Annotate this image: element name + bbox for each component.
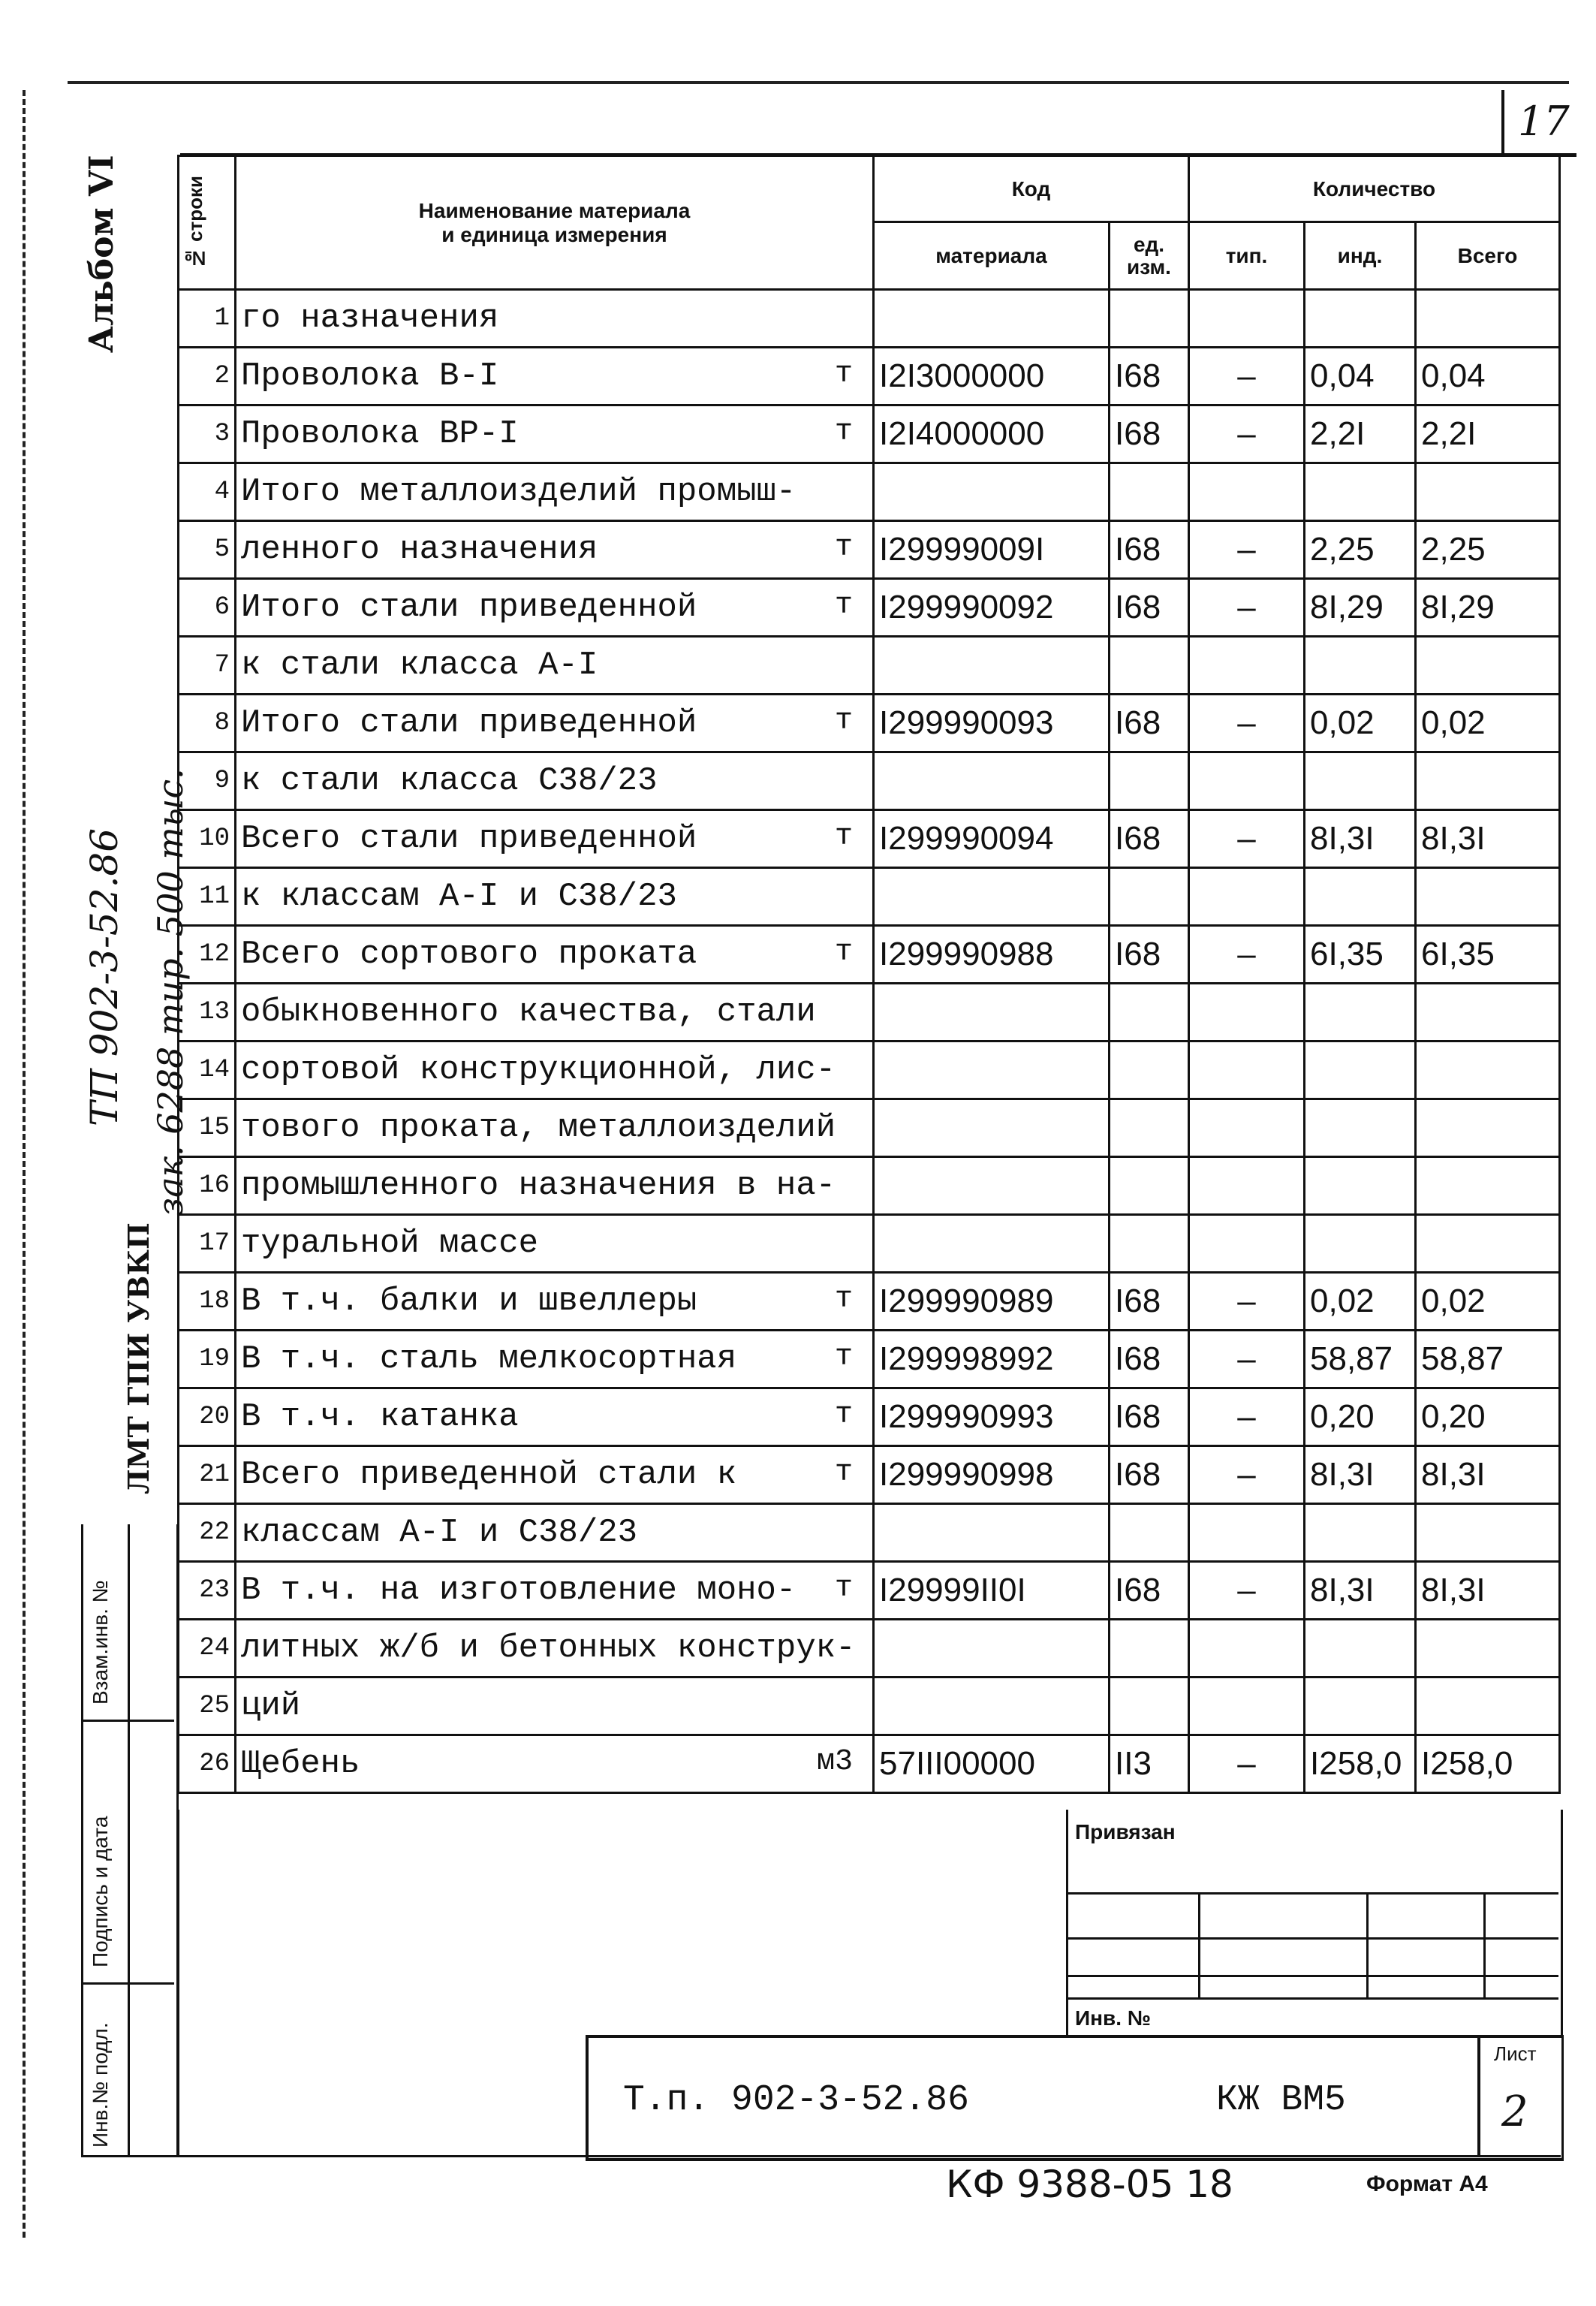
header-code-material: материала xyxy=(874,222,1110,290)
row-number: 10 xyxy=(179,810,236,868)
stamp-podpis-label: Подпись и дата xyxy=(89,1816,112,1967)
row-number: 8 xyxy=(179,695,236,752)
row-number: 17 xyxy=(179,1215,236,1273)
qty-total xyxy=(1416,1099,1560,1157)
privyazan-vline xyxy=(1483,1892,1486,1997)
row-number: 12 xyxy=(179,926,236,984)
privyazan-label: Привязан xyxy=(1075,1820,1176,1843)
material-name-text: В т.ч. на изготовление моно- xyxy=(241,1572,796,1609)
material-unit: т xyxy=(834,589,853,622)
qty-typ xyxy=(1189,1620,1305,1678)
qty-typ xyxy=(1189,637,1305,695)
qty-ind: 0,02 xyxy=(1305,695,1416,752)
unit-code: II3 xyxy=(1110,1735,1189,1793)
unit-code xyxy=(1110,984,1189,1041)
material-code xyxy=(874,868,1110,926)
material-name xyxy=(236,463,874,521)
footer-format: Формат А4 xyxy=(1366,2172,1488,2196)
qty-ind xyxy=(1305,984,1416,1041)
unit-code xyxy=(1110,1504,1189,1562)
document-sheet-mark: КЖ ВМ5 xyxy=(1216,2080,1346,2121)
unit-code xyxy=(1110,463,1189,521)
qty-ind: 2,25 xyxy=(1305,521,1416,579)
qty-ind xyxy=(1305,1620,1416,1678)
material-name-text: ций xyxy=(241,1687,301,1725)
unit-code: I68 xyxy=(1110,1446,1189,1504)
row-number: 23 xyxy=(179,1562,236,1620)
material-code: I2I4000000 xyxy=(874,405,1110,463)
qty-typ: – xyxy=(1189,810,1305,868)
material-name xyxy=(236,810,874,868)
table-row xyxy=(179,290,1560,348)
table-row xyxy=(179,1678,1560,1735)
material-name-text: классам А-I и С38/23 xyxy=(241,1514,638,1551)
table-body xyxy=(179,290,1560,1793)
material-name xyxy=(236,752,874,810)
material-unit: т xyxy=(834,1398,853,1432)
material-name xyxy=(236,1446,874,1504)
qty-typ xyxy=(1189,1157,1305,1215)
privyazan-line xyxy=(1066,1997,1558,2000)
material-code xyxy=(874,1041,1110,1099)
table-row xyxy=(179,1041,1560,1099)
unit-code xyxy=(1110,1099,1189,1157)
qty-total xyxy=(1416,752,1560,810)
unit-code xyxy=(1110,1678,1189,1735)
qty-total: 8I,3I xyxy=(1416,1562,1560,1620)
material-code: I2I3000000 xyxy=(874,348,1110,405)
unit-code: I68 xyxy=(1110,579,1189,637)
material-unit: т xyxy=(834,1456,853,1490)
qty-total xyxy=(1416,1041,1560,1099)
table-row xyxy=(179,810,1560,868)
qty-typ: – xyxy=(1189,1735,1305,1793)
qty-typ: – xyxy=(1189,348,1305,405)
table-row xyxy=(179,1620,1560,1678)
qty-total xyxy=(1416,1678,1560,1735)
unit-code: I68 xyxy=(1110,1562,1189,1620)
qty-typ xyxy=(1189,1678,1305,1735)
qty-typ xyxy=(1189,752,1305,810)
qty-typ: – xyxy=(1189,1388,1305,1446)
material-code: I299990092 xyxy=(874,579,1110,637)
table-row xyxy=(179,1388,1560,1446)
header-qty-total: Всего xyxy=(1416,222,1560,290)
material-name xyxy=(236,579,874,637)
frame-left-line xyxy=(23,90,26,2238)
row-number: 18 xyxy=(179,1273,236,1331)
material-unit: т xyxy=(834,531,853,565)
qty-typ: – xyxy=(1189,1562,1305,1620)
material-code: I29999II0I xyxy=(874,1562,1110,1620)
qty-ind xyxy=(1305,637,1416,695)
qty-total xyxy=(1416,984,1560,1041)
qty-typ: – xyxy=(1189,579,1305,637)
unit-code: I68 xyxy=(1110,405,1189,463)
qty-total: I258,0 xyxy=(1416,1735,1560,1793)
qty-ind xyxy=(1305,1099,1416,1157)
qty-typ xyxy=(1189,463,1305,521)
qty-typ xyxy=(1189,1041,1305,1099)
row-number: 6 xyxy=(179,579,236,637)
qty-ind: 0,20 xyxy=(1305,1388,1416,1446)
material-name-text: Итого стали приведенной xyxy=(241,704,697,742)
unit-code: I68 xyxy=(1110,1388,1189,1446)
table-row xyxy=(179,579,1560,637)
row-number: 9 xyxy=(179,752,236,810)
table-row xyxy=(179,1562,1560,1620)
material-unit: т xyxy=(834,936,853,969)
material-code xyxy=(874,1504,1110,1562)
material-unit: т xyxy=(834,1572,853,1605)
material-code xyxy=(874,1157,1110,1215)
qty-total xyxy=(1416,868,1560,926)
qty-ind xyxy=(1305,752,1416,810)
table-row xyxy=(179,1215,1560,1273)
row-number: 24 xyxy=(179,1620,236,1678)
row-number: 14 xyxy=(179,1041,236,1099)
qty-total: 2,2I xyxy=(1416,405,1560,463)
material-code xyxy=(874,984,1110,1041)
material-unit: м3 xyxy=(816,1745,853,1779)
header-code-unit: ед. изм. xyxy=(1110,222,1189,290)
material-name xyxy=(236,1620,874,1678)
unit-code: I68 xyxy=(1110,695,1189,752)
material-name-text: В т.ч. балки и швеллеры xyxy=(241,1283,697,1320)
unit-code xyxy=(1110,290,1189,348)
header-code-group: Код xyxy=(874,156,1189,222)
material-code xyxy=(874,1099,1110,1157)
qty-typ: – xyxy=(1189,1273,1305,1331)
material-name xyxy=(236,1099,874,1157)
header-qty-ind: инд. xyxy=(1305,222,1416,290)
qty-total: 8I,3I xyxy=(1416,810,1560,868)
row-number: 3 xyxy=(179,405,236,463)
material-name-text: Проволока В-I xyxy=(241,357,499,395)
institute-label: ЛМТ ГПИ УВКП xyxy=(122,1222,155,1494)
material-name xyxy=(236,521,874,579)
row-number: 1 xyxy=(179,290,236,348)
stamp-vzam-label: Взам.инв. № xyxy=(89,1580,112,1705)
qty-typ: – xyxy=(1189,405,1305,463)
row-number: 15 xyxy=(179,1099,236,1157)
table-row xyxy=(179,463,1560,521)
material-name-text: литных ж/б и бетонных конструк- xyxy=(241,1629,856,1667)
material-name-text: к стали класса С38/23 xyxy=(241,762,658,800)
qty-ind: 8I,3I xyxy=(1305,1446,1416,1504)
table-row xyxy=(179,1446,1560,1504)
unit-code: I68 xyxy=(1110,521,1189,579)
material-code: 57III00000 xyxy=(874,1735,1110,1793)
qty-ind xyxy=(1305,868,1416,926)
qty-ind: 0,04 xyxy=(1305,348,1416,405)
material-name-text: туральной массе xyxy=(241,1225,539,1262)
table-row xyxy=(179,1099,1560,1157)
row-number: 13 xyxy=(179,984,236,1041)
material-name xyxy=(236,868,874,926)
material-name-text: Щебень xyxy=(241,1745,360,1783)
qty-total xyxy=(1416,1157,1560,1215)
material-name-text: Проволока ВР-I xyxy=(241,415,519,453)
stamp-separator xyxy=(81,1982,174,1985)
material-code xyxy=(874,637,1110,695)
row-number: 7 xyxy=(179,637,236,695)
table-row xyxy=(179,1735,1560,1793)
material-code xyxy=(874,752,1110,810)
material-code: I299990093 xyxy=(874,695,1110,752)
qty-typ: – xyxy=(1189,1446,1305,1504)
material-code: I299998992 xyxy=(874,1331,1110,1388)
qty-ind: 8I,29 xyxy=(1305,579,1416,637)
sheet-number: 2 xyxy=(1501,2087,1528,2136)
qty-typ xyxy=(1189,868,1305,926)
qty-ind: 8I,3I xyxy=(1305,810,1416,868)
table-row xyxy=(179,1273,1560,1331)
material-code xyxy=(874,1215,1110,1273)
material-name-text: Итого стали приведенной xyxy=(241,589,697,626)
qty-ind xyxy=(1305,1678,1416,1735)
material-name-text: го назначения xyxy=(241,300,499,337)
qty-typ: – xyxy=(1189,1331,1305,1388)
qty-total xyxy=(1416,463,1560,521)
qty-total: 0,04 xyxy=(1416,348,1560,405)
material-name xyxy=(236,1562,874,1620)
material-name xyxy=(236,1388,874,1446)
table-row xyxy=(179,348,1560,405)
qty-total: 8I,29 xyxy=(1416,579,1560,637)
qty-total: 0,02 xyxy=(1416,1273,1560,1331)
header-qty-group: Количество xyxy=(1189,156,1560,222)
qty-typ xyxy=(1189,1099,1305,1157)
qty-total xyxy=(1416,1620,1560,1678)
material-unit: т xyxy=(834,357,853,391)
table-row xyxy=(179,1504,1560,1562)
qty-total: 8I,3I xyxy=(1416,1446,1560,1504)
unit-code xyxy=(1110,1041,1189,1099)
material-name xyxy=(236,1331,874,1388)
qty-total xyxy=(1416,637,1560,695)
material-unit: т xyxy=(834,820,853,854)
material-unit: т xyxy=(834,1283,853,1316)
material-unit: т xyxy=(834,704,853,738)
material-name-text: Всего сортового проката xyxy=(241,936,697,973)
qty-typ: – xyxy=(1189,926,1305,984)
table-row xyxy=(179,1157,1560,1215)
document-code: Т.п. 902-3-52.86 xyxy=(623,2080,969,2121)
qty-typ xyxy=(1189,1215,1305,1273)
material-name-text: Итого металлоизделий промыш- xyxy=(241,473,796,511)
row-number: 2 xyxy=(179,348,236,405)
table-row xyxy=(179,1331,1560,1388)
material-unit: т xyxy=(834,1340,853,1374)
material-name-text: к классам А-I и С38/23 xyxy=(241,878,677,915)
material-name xyxy=(236,405,874,463)
qty-ind: I258,0 xyxy=(1305,1735,1416,1793)
qty-typ xyxy=(1189,290,1305,348)
material-code xyxy=(874,1678,1110,1735)
table-row xyxy=(179,637,1560,695)
table-row xyxy=(179,752,1560,810)
material-unit: т xyxy=(834,415,853,449)
table-row xyxy=(179,868,1560,926)
row-number: 21 xyxy=(179,1446,236,1504)
qty-typ: – xyxy=(1189,695,1305,752)
unit-code: I68 xyxy=(1110,810,1189,868)
table-row xyxy=(179,695,1560,752)
material-code: I299990989 xyxy=(874,1273,1110,1331)
unit-code: I68 xyxy=(1110,1273,1189,1331)
material-name-text: Всего приведенной стали к xyxy=(241,1456,737,1494)
material-name xyxy=(236,1273,874,1331)
qty-total: 2,25 xyxy=(1416,521,1560,579)
row-number: 11 xyxy=(179,868,236,926)
material-name xyxy=(236,290,874,348)
unit-code xyxy=(1110,1157,1189,1215)
material-code xyxy=(874,463,1110,521)
unit-code: I68 xyxy=(1110,1331,1189,1388)
qty-ind: 6I,35 xyxy=(1305,926,1416,984)
material-code: I299990998 xyxy=(874,1446,1110,1504)
material-code: I29999009I xyxy=(874,521,1110,579)
qty-ind xyxy=(1305,1504,1416,1562)
header-qty-typ: тип. xyxy=(1189,222,1305,290)
table-row xyxy=(179,521,1560,579)
unit-code xyxy=(1110,637,1189,695)
material-name xyxy=(236,695,874,752)
row-number: 5 xyxy=(179,521,236,579)
material-name xyxy=(236,1504,874,1562)
qty-ind: 8I,3I xyxy=(1305,1562,1416,1620)
unit-code xyxy=(1110,752,1189,810)
material-spec-table xyxy=(177,155,1561,1794)
material-code xyxy=(874,1620,1110,1678)
row-number: 4 xyxy=(179,463,236,521)
qty-total: 0,02 xyxy=(1416,695,1560,752)
material-code xyxy=(874,290,1110,348)
material-name xyxy=(236,1041,874,1099)
material-name-text: В т.ч. катанка xyxy=(241,1398,519,1436)
material-code: I299990993 xyxy=(874,1388,1110,1446)
material-name xyxy=(236,1735,874,1793)
unit-code xyxy=(1110,1620,1189,1678)
material-name-text: сортовой конструкционной, лис- xyxy=(241,1051,836,1089)
sheet-label: Лист xyxy=(1494,2042,1537,2065)
row-number: 26 xyxy=(179,1735,236,1793)
stamp-separator xyxy=(81,1720,174,1722)
material-name-text: В т.ч. сталь мелкосортная xyxy=(241,1340,737,1378)
project-label: ТП 902-3-52.86 xyxy=(83,827,126,1126)
qty-ind: 2,2I xyxy=(1305,405,1416,463)
material-name xyxy=(236,348,874,405)
unit-code xyxy=(1110,868,1189,926)
qty-total: 58,87 xyxy=(1416,1331,1560,1388)
material-code: I299990094 xyxy=(874,810,1110,868)
qty-total xyxy=(1416,1215,1560,1273)
inv-no-label: Инв. № xyxy=(1075,2006,1152,2030)
material-name-text: промышленного назначения в на- xyxy=(241,1167,836,1204)
row-number: 19 xyxy=(179,1331,236,1388)
qty-total xyxy=(1416,1504,1560,1562)
qty-ind xyxy=(1305,1041,1416,1099)
material-name xyxy=(236,1678,874,1735)
unit-code: I68 xyxy=(1110,348,1189,405)
qty-typ: – xyxy=(1189,521,1305,579)
row-number: 16 xyxy=(179,1157,236,1215)
table-row xyxy=(179,926,1560,984)
frame-top-line xyxy=(68,81,1569,84)
material-name xyxy=(236,1157,874,1215)
material-name xyxy=(236,1215,874,1273)
qty-ind xyxy=(1305,1157,1416,1215)
order-label: зак. 6288 тир. 500 тыс. xyxy=(150,768,191,1216)
unit-code xyxy=(1110,1215,1189,1273)
qty-typ xyxy=(1189,1504,1305,1562)
material-name-text: обыкновенного качества, стали xyxy=(241,993,816,1031)
material-code: I299990988 xyxy=(874,926,1110,984)
privyazan-vline xyxy=(1198,1892,1200,1997)
privyazan-vline xyxy=(1366,1892,1369,1997)
qty-typ xyxy=(1189,984,1305,1041)
qty-total: 6I,35 xyxy=(1416,926,1560,984)
table-row xyxy=(179,405,1560,463)
footer-code: КФ 9388-05 18 xyxy=(946,2163,1233,2206)
stamp-inv-podl-label: Инв.№ подл. xyxy=(89,2022,112,2148)
material-name-text: ленного назначения xyxy=(241,531,598,568)
material-name-text: тового проката, металлоизделий xyxy=(241,1109,836,1147)
header-rownum: № строки xyxy=(179,156,236,290)
material-name xyxy=(236,637,874,695)
qty-ind xyxy=(1305,463,1416,521)
qty-ind xyxy=(1305,290,1416,348)
table-row xyxy=(179,984,1560,1041)
material-name-text: Всего стали приведенной xyxy=(241,820,697,858)
row-number: 25 xyxy=(179,1678,236,1735)
album-label: Альбом VI xyxy=(83,155,121,353)
qty-total: 0,20 xyxy=(1416,1388,1560,1446)
qty-ind xyxy=(1305,1215,1416,1273)
row-number: 22 xyxy=(179,1504,236,1562)
unit-code: I68 xyxy=(1110,926,1189,984)
page-number: 17 xyxy=(1518,98,1570,145)
row-number: 20 xyxy=(179,1388,236,1446)
material-name-text: к стали класса А-I xyxy=(241,647,598,684)
qty-ind: 58,87 xyxy=(1305,1331,1416,1388)
material-name xyxy=(236,926,874,984)
material-name xyxy=(236,984,874,1041)
qty-total xyxy=(1416,290,1560,348)
qty-ind: 0,02 xyxy=(1305,1273,1416,1331)
left-stamp-divider xyxy=(128,1524,130,2155)
header-name: Наименование материала и единица измерения xyxy=(236,156,874,290)
